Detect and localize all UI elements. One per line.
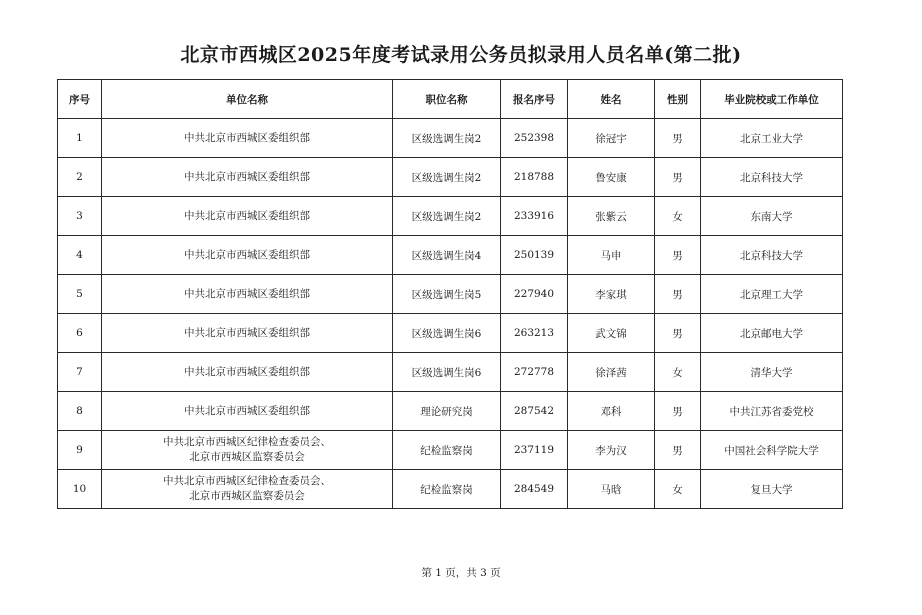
table-row	[58, 158, 843, 197]
cell-position: 理论研究岗	[393, 392, 501, 431]
cell-school: 北京邮电大学	[701, 314, 843, 353]
cell-school: 东南大学	[701, 197, 843, 236]
table-row	[58, 236, 843, 275]
cell-no: 9	[58, 431, 102, 470]
cell-name: 马晗	[568, 470, 655, 509]
cell-school: 中国社会科学院大学	[701, 431, 843, 470]
cell-position: 区级选调生岗2	[393, 197, 501, 236]
cell-gender: 男	[655, 275, 701, 314]
header-row	[58, 80, 843, 119]
unit-line: 中共北京市西城区委组织部	[184, 365, 310, 378]
header-unit: 单位名称	[102, 80, 393, 119]
cell-gender: 女	[655, 470, 701, 509]
cell-unit	[102, 158, 393, 197]
cell-position: 区级选调生岗6	[393, 353, 501, 392]
roster-table	[57, 79, 843, 509]
cell-position: 纪检监察岗	[393, 470, 501, 509]
table-row	[58, 197, 843, 236]
unit-line: 中共北京市西城区委组织部	[184, 287, 310, 300]
table-row	[58, 119, 843, 158]
cell-name: 张紫云	[568, 197, 655, 236]
cell-name: 邓科	[568, 392, 655, 431]
cell-reg-no: 272778	[501, 353, 568, 392]
cell-unit	[102, 236, 393, 275]
cell-position: 区级选调生岗4	[393, 236, 501, 275]
cell-name: 李为汉	[568, 431, 655, 470]
unit-line: 中共北京市西城区委组织部	[184, 170, 310, 183]
table-row	[58, 353, 843, 392]
cell-reg-no: 233916	[501, 197, 568, 236]
table-row	[58, 275, 843, 314]
unit-line: 中共北京市西城区委组织部	[184, 248, 310, 261]
cell-unit	[102, 431, 393, 470]
cell-gender: 男	[655, 392, 701, 431]
cell-unit	[102, 119, 393, 158]
header-gender: 性别	[655, 80, 701, 119]
cell-no: 5	[58, 275, 102, 314]
unit-line: 北京市西城区监察委员会	[189, 490, 305, 502]
unit-line: 北京市西城区监察委员会	[189, 451, 305, 463]
cell-name: 马申	[568, 236, 655, 275]
cell-gender: 男	[655, 158, 701, 197]
cell-no: 8	[58, 392, 102, 431]
unit-line: 中共北京市西城区委组织部	[184, 131, 310, 144]
cell-position: 纪检监察岗	[393, 431, 501, 470]
cell-reg-no: 287542	[501, 392, 568, 431]
cell-no: 6	[58, 314, 102, 353]
cell-position: 区级选调生岗2	[393, 158, 501, 197]
header-reg-no: 报名序号	[501, 80, 568, 119]
cell-unit	[102, 275, 393, 314]
cell-reg-no: 284549	[501, 470, 568, 509]
cell-gender: 男	[655, 236, 701, 275]
cell-school: 北京科技大学	[701, 158, 843, 197]
page-footer: 第 1 页，共 3 页	[421, 567, 501, 579]
cell-unit	[102, 353, 393, 392]
table-row	[58, 431, 843, 470]
cell-reg-no: 252398	[501, 119, 568, 158]
cell-reg-no: 227940	[501, 275, 568, 314]
cell-reg-no: 237119	[501, 431, 568, 470]
unit-line: 中共北京市西城区纪律检查委员会、	[163, 436, 331, 448]
cell-school: 北京科技大学	[701, 236, 843, 275]
cell-no: 2	[58, 158, 102, 197]
cell-name: 武文锦	[568, 314, 655, 353]
cell-no: 1	[58, 119, 102, 158]
cell-gender: 女	[655, 197, 701, 236]
table-row	[58, 470, 843, 509]
cell-no: 3	[58, 197, 102, 236]
cell-name: 鲁安康	[568, 158, 655, 197]
header-no: 序号	[58, 80, 102, 119]
cell-gender: 男	[655, 119, 701, 158]
cell-name: 徐冠宇	[568, 119, 655, 158]
cell-reg-no: 218788	[501, 158, 568, 197]
cell-position: 区级选调生岗5	[393, 275, 501, 314]
cell-school: 北京理工大学	[701, 275, 843, 314]
cell-reg-no: 250139	[501, 236, 568, 275]
cell-no: 10	[58, 470, 102, 509]
cell-no: 4	[58, 236, 102, 275]
unit-line: 中共北京市西城区委组织部	[184, 404, 310, 417]
cell-unit	[102, 392, 393, 431]
page-title: 北京市西城区2025年度考试录用公务员拟录用人员名单(第二批)	[180, 44, 742, 66]
header-school: 毕业院校或工作单位	[701, 80, 843, 119]
cell-school: 中共江苏省委党校	[701, 392, 843, 431]
cell-reg-no: 263213	[501, 314, 568, 353]
cell-school: 复旦大学	[701, 470, 843, 509]
cell-school: 北京工业大学	[701, 119, 843, 158]
unit-line: 中共北京市西城区纪律检查委员会、	[163, 475, 331, 487]
cell-no: 7	[58, 353, 102, 392]
table-row	[58, 314, 843, 353]
cell-gender: 女	[655, 353, 701, 392]
table-row	[58, 392, 843, 431]
cell-position: 区级选调生岗2	[393, 119, 501, 158]
cell-unit	[102, 197, 393, 236]
cell-position: 区级选调生岗6	[393, 314, 501, 353]
cell-gender: 男	[655, 431, 701, 470]
header-name: 姓名	[568, 80, 655, 119]
cell-name: 李家琪	[568, 275, 655, 314]
cell-unit	[102, 314, 393, 353]
cell-school: 清华大学	[701, 353, 843, 392]
unit-line: 中共北京市西城区委组织部	[184, 209, 310, 222]
unit-line: 中共北京市西城区委组织部	[184, 326, 310, 339]
cell-name: 徐泽茜	[568, 353, 655, 392]
cell-unit	[102, 470, 393, 509]
header-position: 职位名称	[393, 80, 501, 119]
cell-gender: 男	[655, 314, 701, 353]
